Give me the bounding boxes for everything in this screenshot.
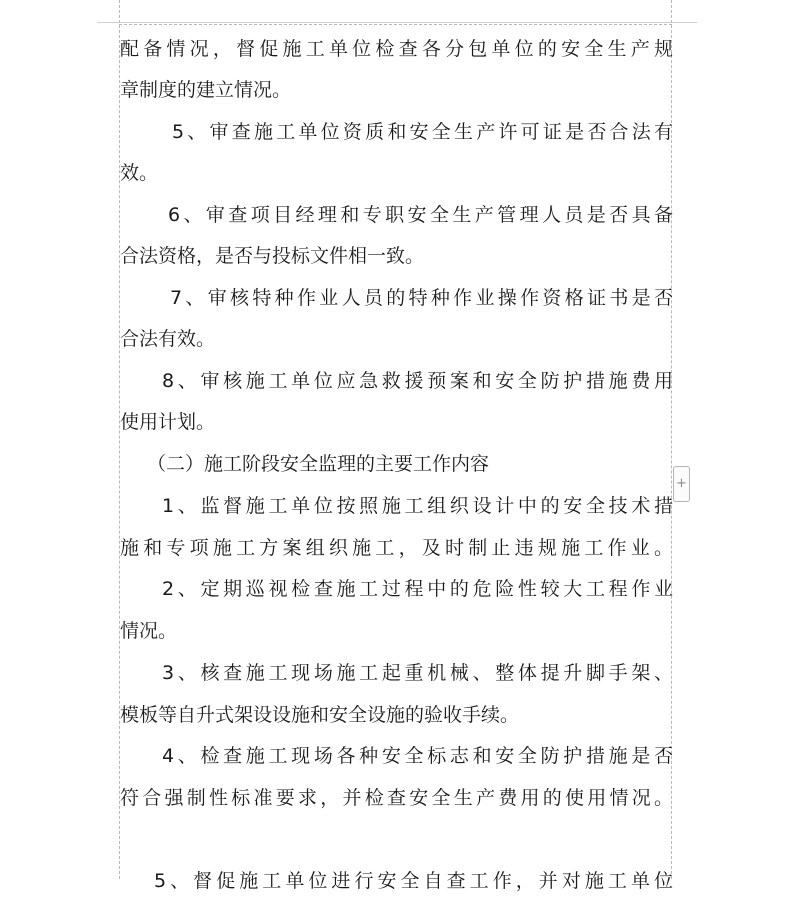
text-line-12: 1、监督施工单位按照施工组织设计中的安全技术措 xyxy=(162,495,673,517)
expand-plus-button[interactable]: + xyxy=(673,466,690,502)
text-line-10: 使用计划。 xyxy=(120,411,216,433)
text-line-15: 情况。 xyxy=(120,620,178,642)
text-line-2: 章制度的建立情况。 xyxy=(120,79,292,101)
text-line-8: 合法有效。 xyxy=(120,328,216,350)
text-line-9: 8、审核施工单位应急救援预案和安全防护措施费用 xyxy=(162,370,673,392)
document-text-area[interactable] xyxy=(119,0,673,892)
text-line-18: 4、检查施工现场各种安全标志和安全防护措施是否 xyxy=(162,745,673,767)
text-line-19: 符合强制性标准要求，并检查安全生产费用的使用情况。 xyxy=(120,787,673,809)
text-line-1: 配备情况，督促施工单位检查各分包单位的安全生产规 xyxy=(120,38,673,60)
text-line-20-partial: 5、督促施工单位进行安全自查工作，并对施工单位 xyxy=(154,870,673,892)
text-line-7: 7、审核特种作业人员的特种作业操作资格证书是否 xyxy=(170,287,673,309)
text-line-4: 效。 xyxy=(120,162,159,184)
section-heading: （二）施工阶段安全监理的主要工作内容 xyxy=(147,453,490,475)
text-line-6: 合法资格，是否与投标文件相一致。 xyxy=(120,245,425,267)
text-line-3: 5、审查施工单位资质和安全生产许可证是否合法有 xyxy=(172,121,673,143)
text-line-14: 2、定期巡视检查施工过程中的危险性较大工程作业 xyxy=(162,578,673,600)
text-line-13: 施和专项施工方案组织施工，及时制止违规施工作业。 xyxy=(120,537,673,559)
text-line-17: 模板等自升式架设设施和安全设施的验收手续。 xyxy=(120,704,520,726)
text-line-5: 6、审查项目经理和专职安全生产管理人员是否具备 xyxy=(168,204,673,226)
text-line-16: 3、核查施工现场施工起重机械、整体提升脚手架、 xyxy=(162,662,673,684)
